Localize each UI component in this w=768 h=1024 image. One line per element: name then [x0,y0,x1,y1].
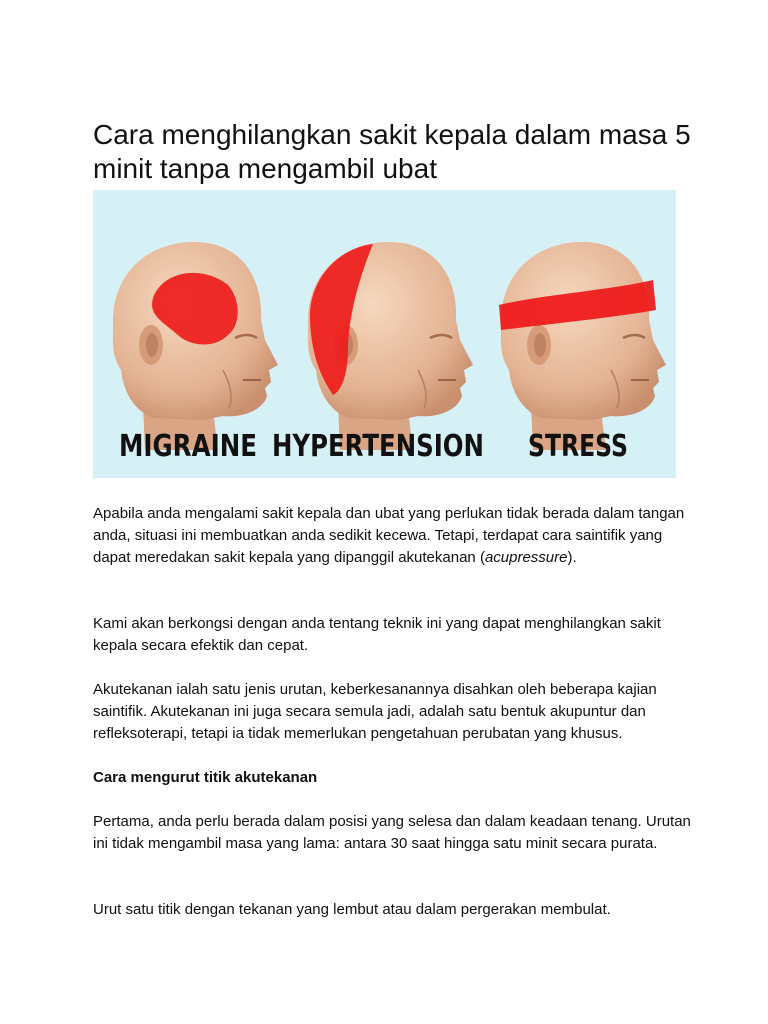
paragraph-intro-text: Apabila anda mengalami sakit kepala dan ubat yang perlukan tidak berada dalam tangan anda, situasi ini membuatkan anda sedikit kecewa. Tetapi, terdapat cara saintifik yang dapat meredakan sakit kepala yang dipanggil akutekanan ( [93,505,685,566]
hypertension-label: HYPERTENSION [272,429,484,464]
paragraph-massage: Urut satu titik dengan tekanan yang lembut atau dalam pergerakan membulat. [93,901,611,918]
stress-head-illustration [499,242,666,450]
stress-label: STRESS [528,429,628,464]
paragraph-position: Pertama, anda perlu berada dalam posisi yang selesa dan dalam keadaan tenang. Urutan ini tidak mengambil masa yang lama: antara 30 saat hingga satu minit secara purata. [93,813,691,852]
paragraph-intro [93,503,693,569]
section-subheading: Cara mengurut titik akutekanan [93,769,318,786]
document-title: Cara menghilangkan sakit kepala dalam masa 5 minit tanpa mengambil ubat [93,119,691,184]
acupressure-term: acupressure [484,549,568,566]
hypertension-head-illustration [308,242,473,450]
paragraph-definition: Akutekanan ialah satu jenis urutan, keberkesanannya disahkan oleh beberapa kajian saintifik. Akutekanan ini juga secara semula jadi, adalah satu bentuk akupuntur dan refleksoterapi, tetapi ia tidak memerlukan pengetahuan perubatan yang khusus. [93,681,657,742]
headache-types-figure [93,190,676,478]
migraine-label: MIGRAINE [119,429,257,464]
migraine-head-illustration [113,242,278,450]
paragraph-share: Kami akan berkongsi dengan anda tentang teknik ini yang dapat menghilangkan sakit kepala secara efektik dan cepat. [93,615,661,654]
paragraph-intro-end: ). [567,549,577,566]
